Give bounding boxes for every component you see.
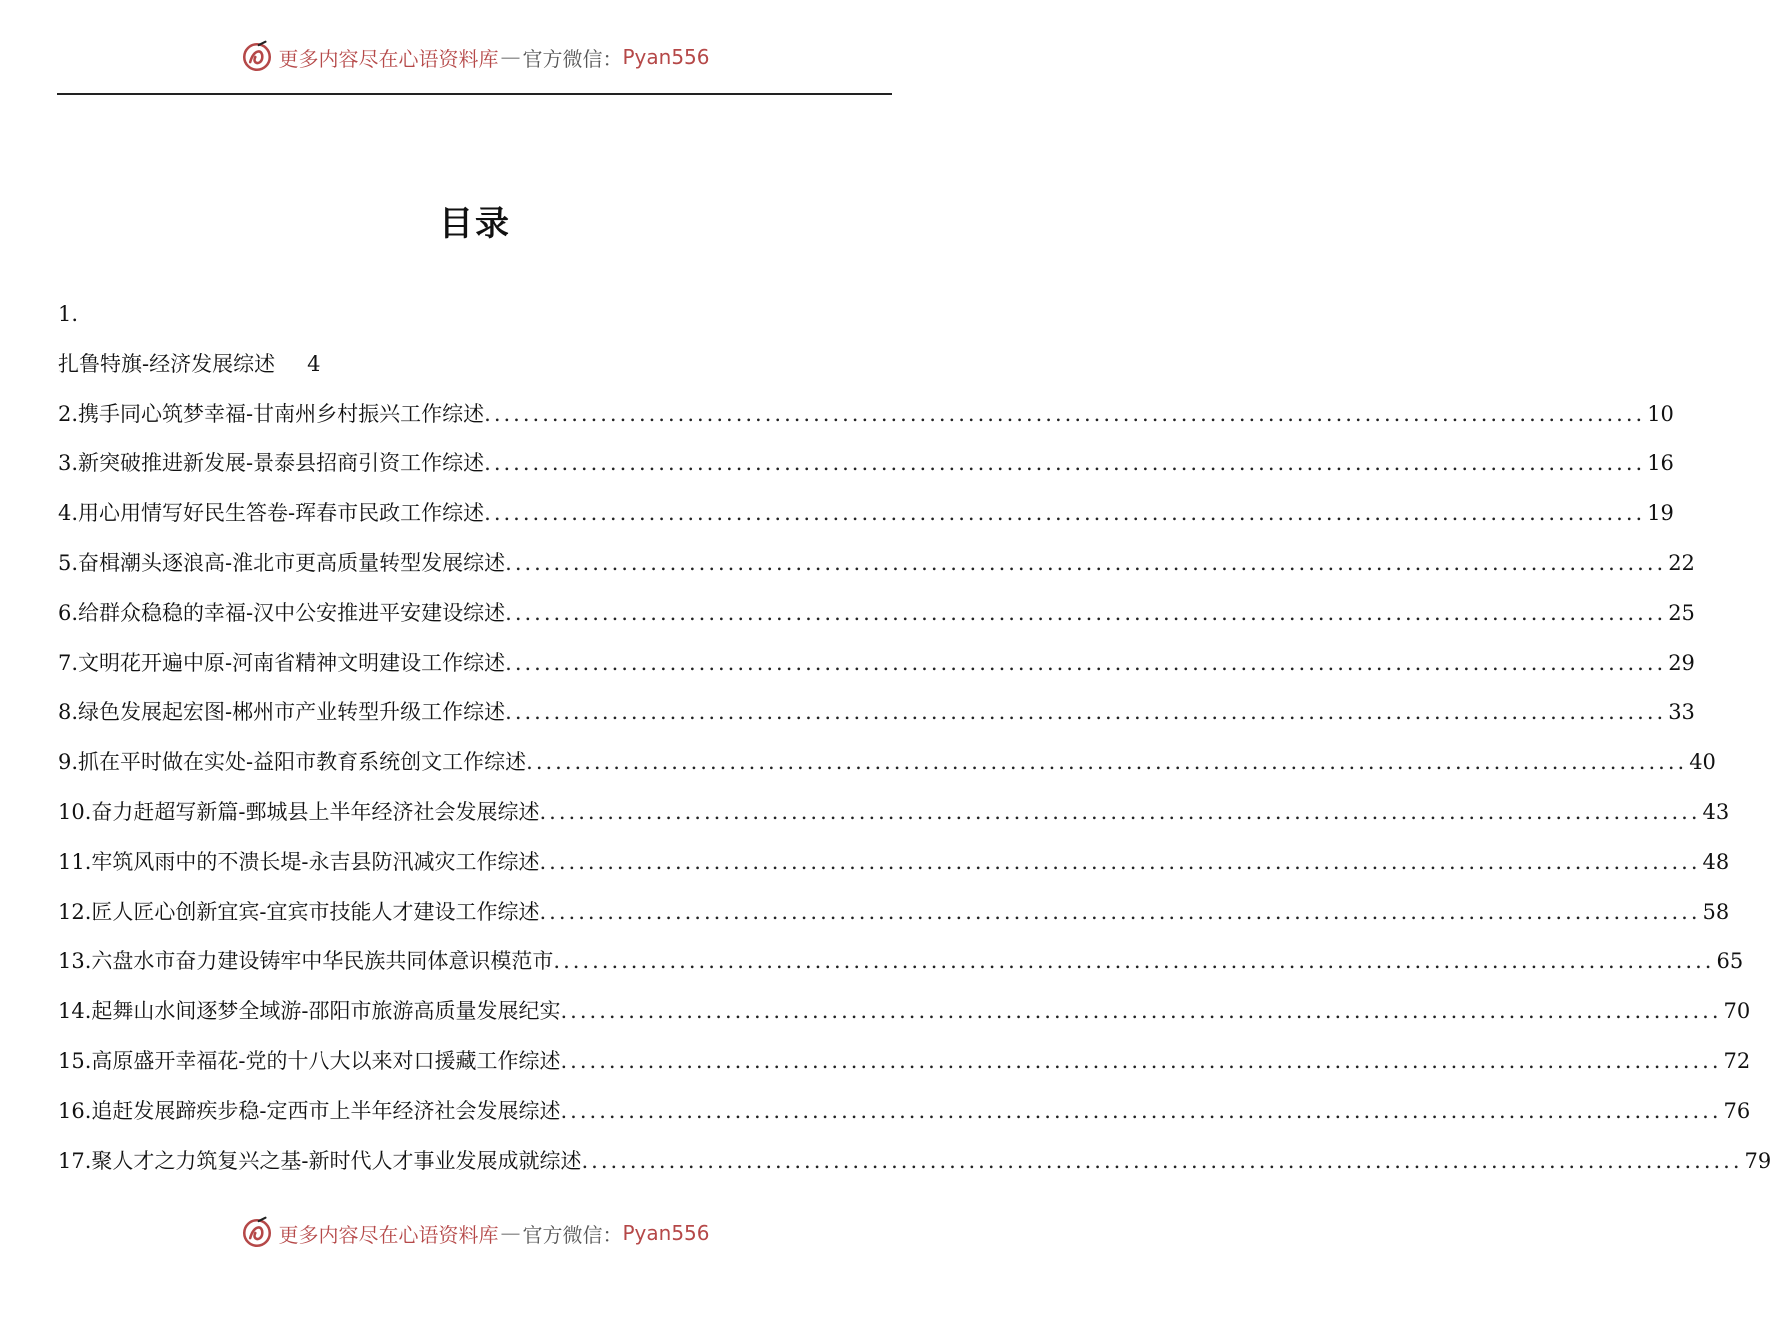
toc-list	[58, 390, 1771, 1187]
footer-brand-text: 更多内容尽在心语资料库	[278, 1222, 499, 1247]
toc-entry-title: 12.匠人匠心创新宜宾-宜宾市技能人才建设工作综述	[58, 899, 540, 924]
toc-entry-title: 10.奋力赶超写新篇-鄄城县上半年经济社会发展综述	[58, 799, 540, 824]
toc-leader-dots: ........................................................................................................................	[505, 550, 1667, 575]
toc-entry-page: 70	[1723, 999, 1751, 1024]
footer-wechat-label: 官方微信：	[522, 1222, 623, 1247]
toc-entry[interactable]	[58, 539, 1695, 589]
toc-entry-number: 1.	[58, 302, 79, 326]
toc-entry[interactable]	[58, 688, 1695, 738]
toc-entry[interactable]	[58, 589, 1695, 639]
toc-entry-page: 22	[1668, 550, 1695, 575]
toc-entry-page: 10	[1647, 401, 1674, 426]
toc-entry-page: 76	[1723, 1098, 1751, 1123]
toc-entry-title: 6.给群众稳稳的幸福-汉中公安推进平安建设综述	[58, 600, 506, 625]
header-brand	[0, 40, 950, 74]
toc-entry[interactable]	[58, 639, 1695, 689]
toc-entry-title: 2.携手同心筑梦幸福-甘南州乡村振兴工作综述	[58, 401, 485, 426]
toc-leader-dots: ........................................................................................................................	[553, 949, 1715, 974]
toc-leader-dots: ........................................................................................................................	[539, 849, 1701, 874]
toc-leader-dots: ........................................................................................................................	[484, 501, 1646, 526]
toc-entry[interactable]	[58, 1087, 1751, 1137]
toc-entry-page: 19	[1647, 501, 1674, 526]
toc-leader-dots: ........................................................................................................................	[539, 799, 1701, 824]
toc-entry-page: 72	[1723, 1048, 1751, 1073]
toc-entry-title: 11.牢筑风雨中的不溃长堤-永吉县防汛减灾工作综述	[58, 849, 540, 874]
toc-entry-page: 16	[1647, 451, 1674, 476]
footer-brand	[0, 1216, 950, 1250]
toc-entry[interactable]	[58, 987, 1751, 1037]
toc-entry-page: 79	[1744, 1148, 1771, 1173]
toc-entry-page: 43	[1702, 799, 1730, 824]
toc-leader-dots: ........................................................................................................................	[526, 750, 1688, 775]
toc-entry[interactable]	[58, 390, 1674, 440]
toc-leader-dots: ........................................................................................................................	[539, 899, 1701, 924]
header-separator: —	[500, 45, 521, 69]
toc-entry-title: 4.用心用情写好民生答卷-珲春市民政工作综述	[58, 501, 485, 526]
toc-entry-title: 16.追赶发展蹄疾步稳-定西市上半年经济社会发展综述	[58, 1098, 561, 1123]
toc-entry[interactable]	[58, 1137, 1771, 1187]
toc-entry[interactable]	[58, 489, 1674, 539]
toc-entry-title: 5.奋楫潮头逐浪高-淮北市更高质量转型发展综述	[58, 550, 506, 575]
toc-entry[interactable]	[58, 439, 1674, 489]
toc-entry[interactable]	[58, 838, 1730, 888]
toc-entry[interactable]	[58, 788, 1730, 838]
toc-entry-title: 9.抓在平时做在实处-益阳市教育系统创文工作综述	[58, 750, 527, 775]
toc-entry-page: 65	[1716, 949, 1744, 974]
swirl-logo-icon	[240, 40, 274, 74]
footer-wechat-id: Pyan556	[622, 1221, 710, 1245]
toc-leader-dots: ........................................................................................................................	[484, 401, 1646, 426]
toc-leader-dots: ........................................................................................................................	[581, 1148, 1743, 1173]
toc-leader-dots: ........................................................................................................................	[505, 650, 1667, 675]
toc-leader-dots: ........................................................................................................................	[484, 451, 1646, 476]
toc-leader-dots: ........................................................................................................................	[560, 1048, 1722, 1073]
toc-entry-title: 13.六盘水市奋力建设铸牢中华民族共同体意识模范市	[58, 949, 554, 974]
table-of-contents	[58, 290, 1771, 1186]
toc-leader-dots: ........................................................................................................................	[560, 1098, 1722, 1123]
header-wechat-id: Pyan556	[622, 45, 710, 69]
page-title: 目录	[439, 204, 511, 244]
toc-entry-page: 40	[1689, 750, 1716, 775]
toc-entry[interactable]	[58, 1037, 1751, 1087]
toc-entry-title: 7.文明花开遍中原-河南省精神文明建设工作综述	[58, 650, 506, 675]
header-wechat-label: 官方微信：	[522, 46, 623, 71]
toc-entry-title: 3.新突破推进新发展-景泰县招商引资工作综述	[58, 451, 485, 476]
toc-entry-page: 4	[307, 351, 321, 376]
toc-leader-dots: ........................................................................................................................	[505, 600, 1667, 625]
toc-entry[interactable]	[58, 937, 1744, 987]
toc-leader-dots: ........................................................................................................................	[560, 999, 1722, 1024]
toc-entry-title: 扎鲁特旗-经济发展综述	[58, 351, 276, 376]
toc-leader-dots: ........................................................................................................................	[505, 700, 1667, 725]
header-brand-text: 更多内容尽在心语资料库	[278, 46, 499, 71]
swirl-logo-icon	[240, 1216, 274, 1250]
toc-entry-title: 15.高原盛开幸福花-党的十八大以来对口援藏工作综述	[58, 1048, 561, 1073]
toc-entry-page: 29	[1668, 650, 1695, 675]
toc-entry-page: 58	[1702, 899, 1730, 924]
toc-entry[interactable]	[58, 738, 1716, 788]
toc-entry-page: 25	[1668, 600, 1695, 625]
toc-entry-title: 8.绿色发展起宏图-郴州市产业转型升级工作综述	[58, 700, 506, 725]
toc-entry-1[interactable]	[58, 340, 892, 390]
toc-entry-page: 48	[1702, 849, 1730, 874]
header-divider	[57, 93, 892, 95]
toc-entry-title: 14.起舞山水间逐梦全域游-邵阳市旅游高质量发展纪实	[58, 999, 561, 1024]
toc-entry[interactable]	[58, 888, 1730, 938]
toc-entry-page: 33	[1668, 700, 1695, 725]
footer-separator: —	[500, 1221, 521, 1245]
toc-entry-1-number	[58, 290, 892, 340]
toc-entry-title: 17.聚人才之力筑复兴之基-新时代人才事业发展成就综述	[58, 1148, 582, 1173]
